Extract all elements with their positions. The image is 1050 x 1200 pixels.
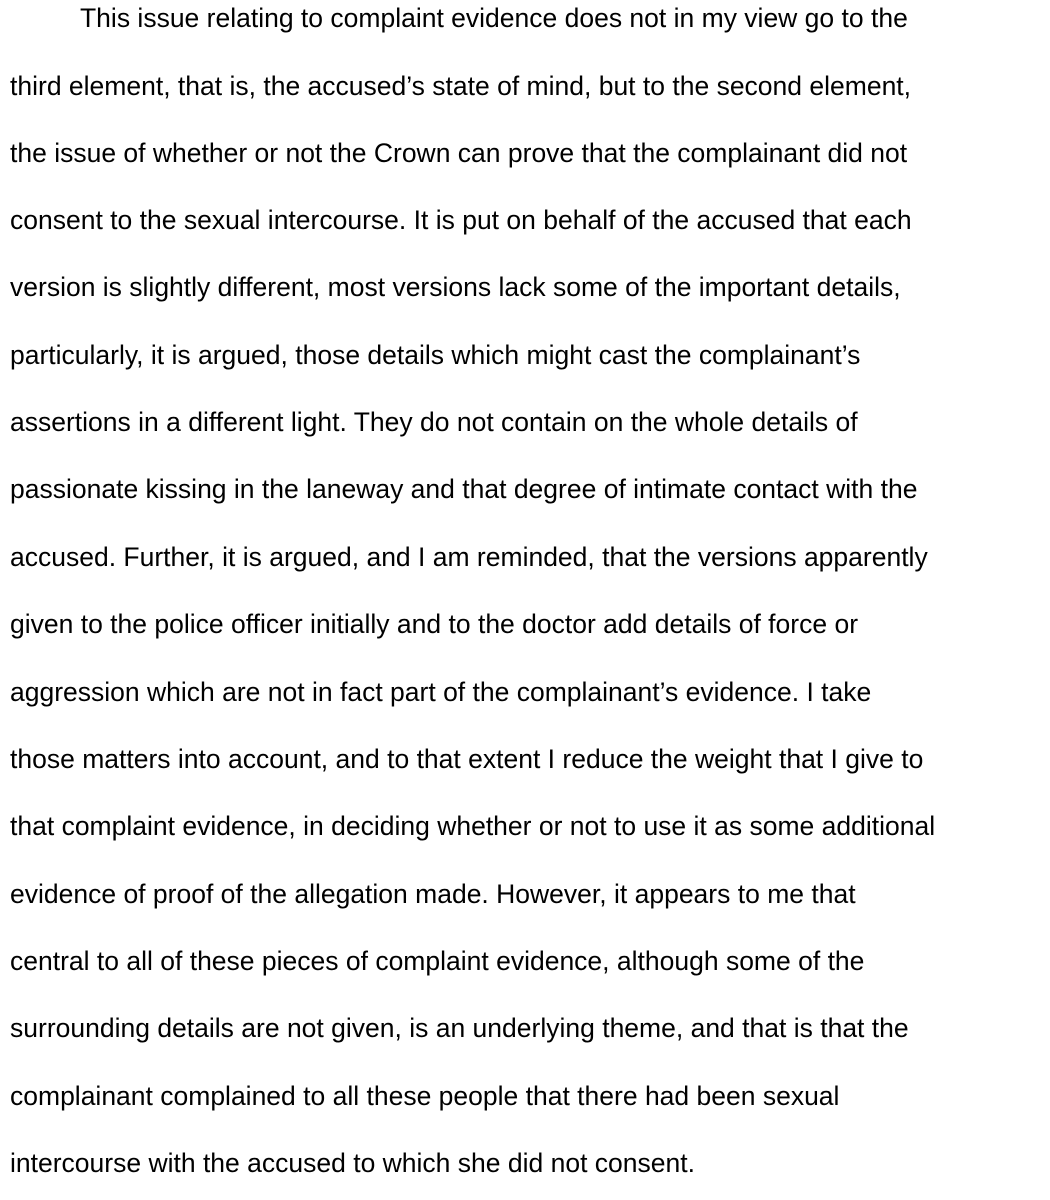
paragraph-line-16: surrounding details are not given, is an underlying theme, and that is that the xyxy=(10,1013,909,1043)
paragraph-line-15: central to all of these pieces of complaint evidence, although some of the xyxy=(10,946,865,976)
paragraph-line-6: particularly, it is argued, those details which might cast the complainant’s xyxy=(10,340,861,370)
paragraph-line-8: passionate kissing in the laneway and that degree of intimate contact with the xyxy=(10,474,918,504)
paragraph-line-10: given to the police officer initially and to the doctor add details of force or xyxy=(10,609,859,639)
paragraph-line-12: those matters into account, and to that extent I reduce the weight that I give to xyxy=(10,744,924,774)
paragraph-line-18: intercourse with the accused to which she did not consent. xyxy=(10,1148,695,1178)
paragraph-line-1: This issue relating to complaint evidence does not in my view go to the xyxy=(80,3,908,33)
paragraph-line-14: evidence of proof of the allegation made. However, it appears to me that xyxy=(10,879,856,909)
paragraph-line-7: assertions in a different light. They do not contain on the whole details of xyxy=(10,407,858,437)
paragraph-line-4: consent to the sexual intercourse. It is put on behalf of the accused that each xyxy=(10,205,912,235)
paragraph-line-11: aggression which are not in fact part of the complainant’s evidence. I take xyxy=(10,677,872,707)
paragraph-line-17: complainant complained to all these people that there had been sexual xyxy=(10,1081,840,1111)
paragraph-line-3: the issue of whether or not the Crown can prove that the complainant did not xyxy=(10,138,908,168)
paragraph-line-9: accused. Further, it is argued, and I am reminded, that the versions apparently xyxy=(10,542,928,572)
paragraph-line-2: third element, that is, the accused’s state of mind, but to the second element, xyxy=(10,71,912,101)
paragraph-line-13: that complaint evidence, in deciding whether or not to use it as some additional xyxy=(10,811,936,841)
paragraph-line-5: version is slightly different, most versions lack some of the important details, xyxy=(10,272,901,302)
